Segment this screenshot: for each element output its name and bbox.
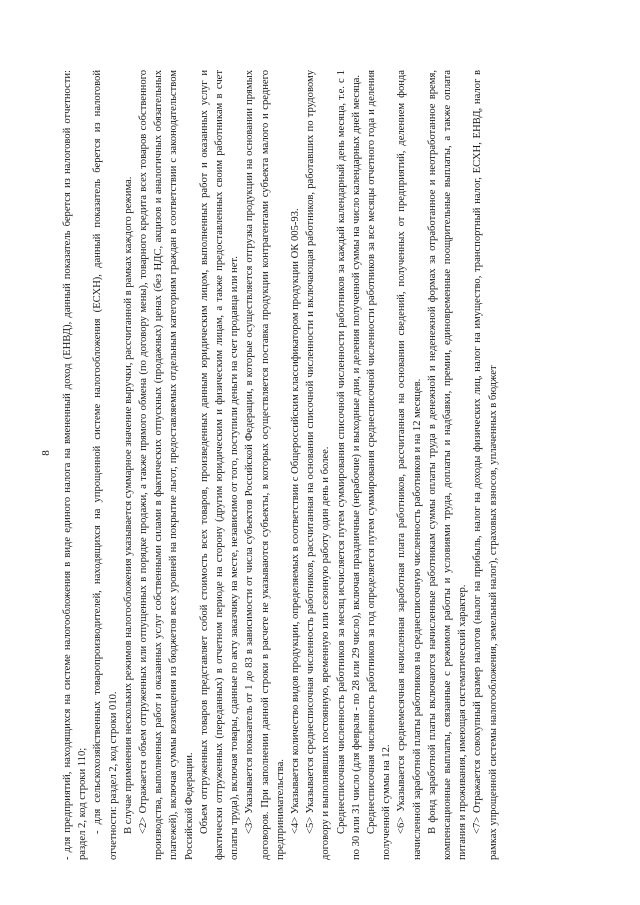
paragraph-eshn: - для сельскохозяйственных товаропроизводителей, находящихся на упрощенной системе налогообложения (ЕСХН), данный показатель берется из налоговой отчетности: раздел 2, код строки 010. bbox=[92, 70, 119, 860]
footnote-5: <5> Указывается среднесписочная численность работников, рассчитанная на основании списочной численности и включающая работников, работавших по трудовому договору и выполнявших постоянную, временную или сезонную работу один день и более. bbox=[305, 70, 332, 860]
paragraph-wage-fund: В фонд заработной платы включаются начисленные работникам суммы оплаты труда в денежной и неденежной формах за отработанное и неотработанное время, компенсационные выплаты, связанные с режимом работы и условиями труда, доплаты и надбавки, премии, единовременные поощрительные выплаты, а также оплата питания и проживания, имеющая систематический характер. bbox=[426, 70, 469, 860]
paragraph-monthly-headcount: Среднесписочная численность работников за месяц исчисляется путем суммирования списочной численности работников за каждый календарный день месяца, т.е. с 1 по 30 или 31 число (для февраля - по 28 или 29 число), включая праздничные (нерабочие) и выходные дни, и деления полученной суммы на число календарных дней месяца. bbox=[335, 70, 362, 860]
footnote-3: <3> Указывается показатель от 1 до 83 в зависимости от числа субъектов Российской Федерации, в которые осуществляется отгрузка продукции на основании прямых договоров. При заполнении данной строки в расчете не указываются субъекты, в которых осуществляется поставка продукции контрагентами субъекта малого и среднего предпринимательства. bbox=[244, 70, 286, 860]
paragraph-multiple-regimes: В случае применения нескольких режимов налогообложения указывается суммарное значение выручки, рассчитанной в рамках каждого режима. bbox=[122, 176, 134, 834]
paragraph-envd: - для предприятий, находящихся на системе налогообложения в виде единого налога на вмененный доход (ЕНВД), данный показатель берется из налоговой отчетности: раздел 2, код строки 110; bbox=[62, 70, 89, 860]
footnote-6: <6> Указывается среднемесячная начисленная заработная плата работников, рассчитанная на основании сведений, полученных от предприятий, делением фонда начисленной заработной платы работников на среднесписочную численность работников и на 12 месяцев. bbox=[396, 70, 423, 860]
page-number: 8 bbox=[40, 450, 52, 456]
paragraph-yearly-headcount: Среднесписочная численность работников за год определяется путем суммирования среднесписочной численности работников за все месяцы отчетного года и деления полученной суммы на 12. bbox=[366, 70, 393, 860]
footnote-2: <2> Отражается объем отгруженных или отпущенных в порядке продажи, а также прямого обмена (по договору мены), товарного кредита всех товаров собственного производства, выполненных работ и оказанных услуг собственными силами в фактических отпускных (продажных) ценах (без НДС, акцизов и аналогичных обязательных платежей), включая суммы возмещения из бюджетов всех уровней на покрытие льгот, предоставляемых отдельным категориям граждан в соответствии с законодательством Российской Федерации. bbox=[138, 70, 195, 860]
footnote-4: <4> Указывается количество видов продукции, определяемых в соответствии с Общероссийским классификатором продукции ОК 005-93. bbox=[290, 208, 302, 834]
paragraph-shipped-goods: Объем отгруженных товаров представляет собой стоимость всех товаров, произведенных данным юридическим лицом, выполненных работ и оказанных услуг и фактически отгруженных (переданных) в отчетном периоде на сторону (другим юридическим и физическим лицам, а также предоставленных своим работникам в счет оплаты труда), включая товары, сданные по акту заказчику на месте, независимо от того, поступили деньги на счет продавца или нет. bbox=[198, 70, 241, 860]
footnote-7: <7> Отражается совокупный размер налогов (налог на прибыль, налог на доходы физических лиц, налог на имущество, транспортный налог, ЕСХН, ЕНВД, налог в рамках упрощенной системы налогообложения, земельный налог), страховых взносов, уплаченных в бюджет bbox=[472, 70, 499, 860]
page-body bbox=[60, 70, 580, 860]
